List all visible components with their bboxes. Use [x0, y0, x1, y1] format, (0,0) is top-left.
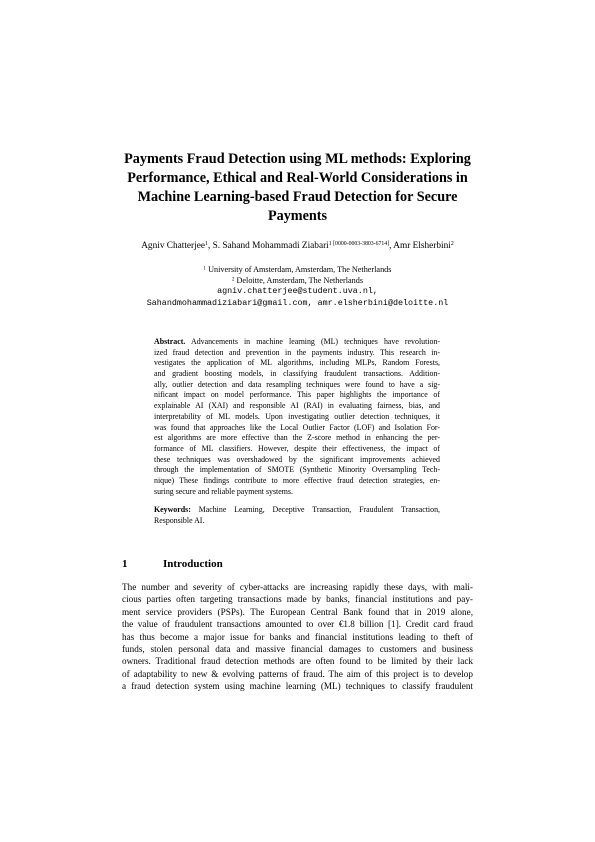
title-line: Payments Fraud Detection using ML methods: Exploring: [124, 151, 471, 167]
affiliations: [90, 265, 505, 309]
body-line: has thus become a major issue for banks and financial institutions leading to theft of: [122, 631, 473, 642]
abstract-line: nique) These findings contribute to more effective fraud detection strategies, en-: [154, 475, 440, 485]
email-line[interactable]: Sahandmohammadiziabari@gmail.com, amr.elsherbini@deloitte.nl: [146, 297, 449, 308]
section-heading: [122, 557, 223, 571]
affiliation-sup: 2: [231, 277, 235, 282]
affiliation-text: Deloitte, Amsterdam, The Netherlands: [236, 275, 364, 285]
abstract-line: est algorithms are more effective than the Z-score method in enhancing the per-: [154, 433, 440, 443]
body-line: a fraud detection system using machine learning (ML) techniques to classify fraudulent: [122, 681, 473, 692]
abstract-line: [154, 337, 440, 348]
abstract-line: ally, outlier detection and data resampling techniques were found to have a sig-: [154, 379, 440, 389]
abstract-line: formance of ML classifiers. However, despite their effectiveness, the impact of: [154, 443, 440, 453]
abstract-line: explainable AI (XAI) and responsible AI (RAI) in evaluating fairness, bias, and: [154, 401, 440, 411]
abstract-line: interpretability of ML models. Upon investigating outlier detection techniques, it: [154, 411, 440, 421]
affiliation-2: [90, 276, 505, 287]
email-line[interactable]: agniv.chatterjee@student.uva.nl,: [217, 286, 378, 296]
title-line: Machine Learning-based Fraud Detection for Secure: [137, 189, 458, 205]
body-line: The number and severity of cyber-attacks are increasing rapidly these days, with mali-: [122, 582, 473, 592]
abstract-line: through the implementation of SMOTE (Synthetic Minority Oversampling Tech-: [154, 465, 440, 475]
body-line: of adaptability to new & evolving patterns of fraud. The aim of this project is to develop: [122, 668, 473, 679]
keywords-line: Responsible AI.: [154, 516, 205, 525]
author-list: Agniv Chatterjee$^1$, S. Sahand Mohammadi Ziabari$^{1 [0000-0003-3803-6714]}$, Amr Elsherbini$^2$: [141, 241, 454, 251]
affiliation-text: University of Amsterdam, Amsterdam, The Netherlands: [208, 265, 392, 274]
abstract-text: Advancements in machine learning (ML) techniques have revolution-: [191, 337, 440, 346]
intro-body: [122, 581, 473, 693]
body-line: cious parties often targeting transactions made by banks, financial institutions and pay-: [122, 594, 473, 605]
author-name: S. Sahand Mohammadi Ziabari: [212, 241, 329, 251]
keywords-label: Keywords:: [154, 505, 191, 515]
keywords-text: Machine Learning, Deceptive Transaction, Fraudulent Transaction,: [198, 505, 440, 515]
abstract-line: these techniques was overshadowed by the significant improvements achieved: [154, 454, 440, 464]
abstract-line: suring secure and reliable payment systems.: [154, 486, 293, 496]
author-affil-sup: 2: [450, 241, 454, 247]
author-affil-sup: 1 [0000-0003-3803-6714]: [328, 241, 390, 247]
section-number: 1: [122, 558, 128, 570]
affiliation-sup: 1: [203, 266, 207, 272]
body-line: ment service providers (PSPs). The European Central Bank found that in 2019 alone,: [122, 606, 473, 617]
author-affil-sup: 1: [205, 241, 208, 247]
author-name: Agniv Chatterjee: [141, 241, 205, 251]
paper-title: [110, 150, 485, 226]
author-name: Amr Elsherbini: [393, 241, 451, 251]
section-title: Introduction: [163, 558, 223, 570]
abstract-line: vestigates the application of ML algorithms, including MLPs, Random Forests,: [154, 358, 440, 368]
title-line: Payments: [267, 208, 328, 224]
body-line: funds, stolen personal data and massive financial damages to customers and business: [122, 643, 473, 654]
body-line: the value of fraudulent transactions amounted to over €1.8 billion [1]. Credit card fraud: [122, 619, 473, 630]
abstract-line: nificant impact on model performance. This paper highlights the importance of: [154, 390, 440, 400]
abstract-line: ized fraud detection and prevention in the payments industry. This research in-: [154, 347, 440, 357]
affiliation-1: [90, 265, 505, 276]
abstract-line: and gradient boosting models, in classifying fraudulent transactions. Addition-: [154, 369, 440, 379]
title-line: Performance, Ethical and Real-World Considerations in: [127, 170, 468, 186]
body-line: owners. Traditional fraud detection methods are often found to be limited by their lack: [122, 656, 473, 667]
keywords-line: [154, 505, 440, 516]
abstract-line: was found that approaches like the Local Outlier Factor (LOF) and Isolation For-: [154, 422, 440, 432]
abstract-label: Abstract.: [154, 337, 186, 346]
abstract: [154, 337, 440, 527]
